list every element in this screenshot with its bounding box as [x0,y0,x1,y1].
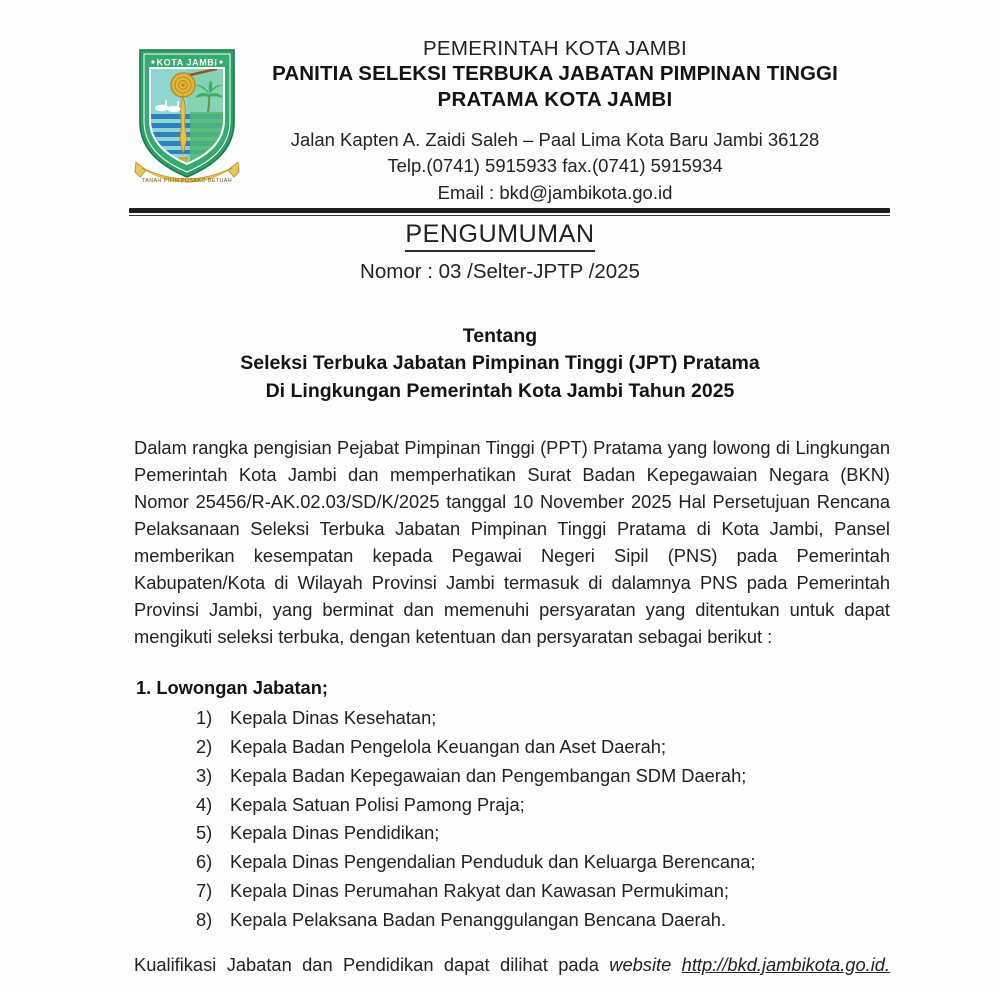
list-item [196,793,890,815]
list-item [196,764,890,786]
committee-name-line-1: PANITIA SELEKSI TERBUKA JABATAN PIMPINAN TINGGI [272,62,838,86]
list-item-number: 7) [196,879,213,901]
list-item [196,908,890,930]
closing-paragraph [134,951,890,1005]
list-item-label: Kepala Dinas Kesehatan; [230,707,437,729]
list-item-label: Kepala Badan Kepegawaian dan Pengembangan SDM Daerah; [230,764,747,786]
list-item [196,824,890,842]
document-number: Nomor : 03 /Selter-JPTP /2025 [360,260,640,283]
intro-paragraph: Dalam rangka pengisian Pejabat Pimpinan Tinggi (PPT) Pratama yang lowong di Lingkungan Pemerintah Kota Jambi dan memperhatikan Surat Badan Kepegawaian Negara (BKN) Nomor 25456/R-AK.02.03/SD/K/2025 tanggal 10 November 2025 Hal Persetujuan Rencana Pelaksanaan Seleksi Terbuka Jabatan Pimpinan Tinggi Pratama di Kota Jambi, Pansel memberikan kesempatan kepada Pegawai Negeri Sipil (PNS) pada Pemerintah Kabupaten/Kota di Wilayah Provinsi Jambi termasuk di dalamnya PNS pada Pemerintah Provinsi Jambi, yang berminat dan memenuhi persyaratan yang ditentukan untuk dapat mengikuti seleksi terbuka, dengan ketentuan dan persyaratan sebagai berikut : [134,437,890,648]
svg-text:KOTA JAMBI: KOTA JAMBI [156,57,218,68]
list-item-number: 5) [196,822,213,844]
address-street: Jalan Kapten A. Zaidi Saleh – Paal Lima Kota Baru Jambi 36128 [290,129,820,151]
closing-paragraph-emphasis: website [609,954,672,976]
subject-block [0,323,1000,406]
list-item-number: 8) [196,908,213,930]
section-heading-vacancies: 1. Lowongan Jabatan; [136,677,328,699]
committee-name-line-2: PRATAMA KOTA JAMBI [437,88,673,112]
letterhead [0,0,1000,203]
kota-jambi-coat-of-arms-icon [128,38,246,196]
subject-line-1: Seleksi Terbuka Jabatan Pimpinan Tinggi (JPT) Pratama [240,351,760,374]
svg-text:TANAH PILIH PUSAKO BETUAH: TANAH PILIH PUSAKO BETUAH [141,178,233,184]
list-item-label: Kepala Badan Pengelola Keuangan dan Aset Daerah; [230,735,667,757]
vacancy-list [134,709,890,929]
list-item-label: Kepala Satuan Polisi Pamong Praja; [230,793,525,815]
list-item-number: 1) [196,707,213,729]
list-item-label: Kepala Dinas Pendidikan; [230,822,440,844]
list-item [196,879,890,901]
list-item [196,853,890,871]
list-item [196,735,890,757]
subject-line-2: Di Lingkungan Pemerintah Kota Jambi Tahun 2025 [265,379,735,402]
subject-label: Tentang [462,324,538,347]
list-item [196,709,890,727]
list-item-number: 4) [196,793,213,815]
list-item-number: 6) [196,851,213,873]
list-item-label: Kepala Pelaksana Badan Penanggulangan Bencana Daerah. [230,908,727,930]
header-divider-rule [129,208,890,217]
address-phone-fax: Telp.(0741) 5915933 fax.(0741) 5915934 [387,155,723,177]
bkd-website-link[interactable]: http://bkd.jambikota.go.id. [681,954,890,976]
announcement-title-block [0,220,1000,285]
list-item-number: 3) [196,764,213,786]
list-item-label: Kepala Dinas Perumahan Rakyat dan Kawasan Permukiman; [230,879,729,901]
document-body [0,435,1000,1005]
government-name: PEMERINTAH KOTA JAMBI [422,37,688,60]
address-email: Email : bkd@jambikota.go.id [437,181,673,203]
page-title: PENGUMUMAN [405,220,594,252]
list-item-label: Kepala Dinas Pengendalian Penduduk dan Keluarga Berencana; [230,851,756,873]
closing-paragraph-text: Kualifikasi Jabatan dan Pendidikan dapat dilihat pada [134,954,610,976]
list-item-number: 2) [196,735,213,757]
